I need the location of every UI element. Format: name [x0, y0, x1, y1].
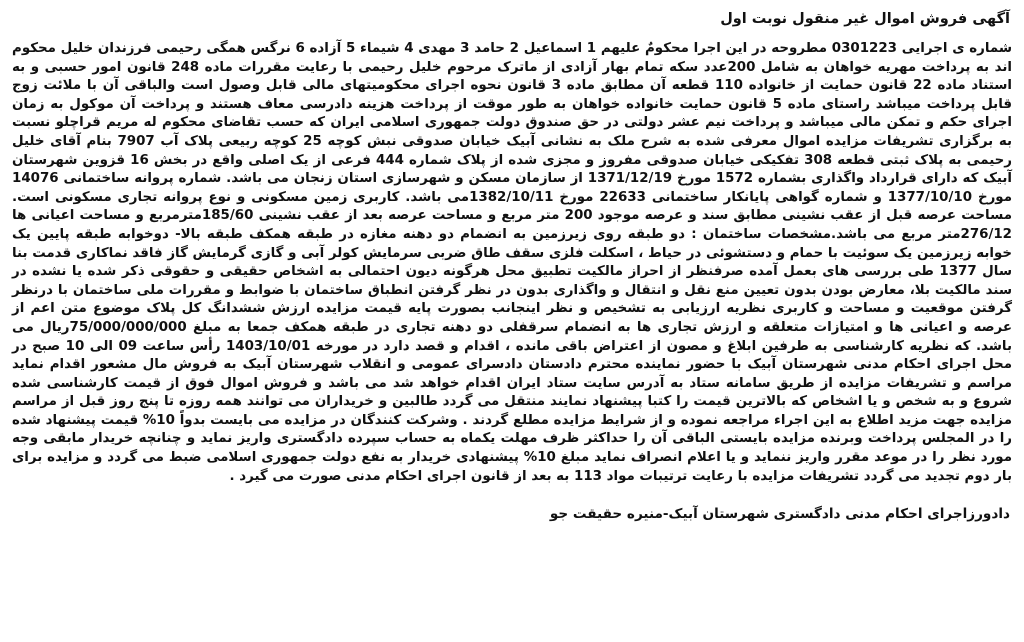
notice-title: آگهی فروش اموال غیر منقول نوبت اول: [720, 11, 1010, 27]
notice-body: شماره ی اجرایی 0301223 مطروحه در این اجرا محکومٌ علیهم 1 اسماعیل 2 حامد 3 مهدی 4 شیماء 5 آزاده 6 نرگس همگی رحیمی فرزندان خلیل محکوم اند به پرداخت مهریه خواهان به شامل 200عدد سکه تمام بهار آزادی از ماترک مرحوم خلیل رحیمی با رعایت مقررات ماده 248 قانون امور حسبی و به استناد ماده 22 قانون حمایت از خانواده 110 قطعه آن مطابق ماده 3 قانون نحوه اجرای محکومیتهای مالی قابل وصول است والباقی آن با ملائت زوج قابل پرداخت میباشد راستای ماده 5 قانون حمایت خانواده خواهان به طور موقت از پرداخت هزینه دادرسی معاف هستند و پرداخت آن موکول به زمان اجرای حکم و تمکن مالی میباشد و پرداخت نیم عشر دولتی در حق صندوق دولت جمهوری اسلامی ایران که حسب تقاضای محکوم له مریم قراچلو نسبت به برگزاری تشریفات مزایده اموال معرفی شده به شرح ملک به نشانی آبیک خیابان صدوقی نبش کوچه 25 کوچه ربیعی پلاک آب 7907 بنام آقای خلیل رحیمی به پلاک ثبتی قطعه 308 تفکیکی خیابان صدوقی مفروز و مجزی شده از پلاک شماره 444 فرعی از یک اصلی واقع در بخش 16 قزوین شهرستان آبیک که دارای قرارداد واگذاری بشماره 1572 مورخ 1371/12/19 از سازمان مسکن و شهرسازی استان زنجان می باشد. شماره پروانه ساختمانی 14076 مورخ 1377/10/10 و شماره گواهی پایانکار ساختمانی 22633 مورخ 1382/10/11می باشد. کاربری زمین مسکونی و نوع پروانه تجاری مسکونی است. مساحت عرصه قبل از عقب نشینی مطابق سند و عرصه موجود 200 متر مربع و مساحت عرصه بعد از عقب نشینی 185/60مترمربع و مساحت اعیانی ها 276/12متر مربع می باشد.مشخصات ساختمان : دو طبقه روی زیرزمین به انضمام دو دهنه مغازه در طبقه همکف طبقه بالا- دوخوابه طبقه پایین یک خوابه زیرزمین یک سوئیت با حمام و دستشوئی در حیاط ، اسکلت فلزی سقف طاق ضربی سرمایش کولر آبی و گازی گرمایش گاز فاقد نماکاری قدمت بنا سال 1377 طی بررسی های بعمل آمده صرفنظر از احراز مالکیت تطبیق محل هرگونه دیون احتمالی به اشخاص حقیقی و حقوقی ذکر شده یا نشده در سند مالکیت بلا، معارض بودن بدون تعیین منع نقل و انتقال و واگذاری بدون در نظر گرفتن انطباق ساختمان با ضوابط و مقررات ملی ساختمان با درنظر گرفتن موقعیت و مساحت و کاربری نظریه ارزیابی به تشخیص و نظر اینجانب بصورت پایه قیمت مزایده ارزش ششدانگ کل پلاک موضوع متن اعم از عرصه و اعیانی ها و امتیازات متعلقه و ارزش تجاری ها به انضمام سرقفلی دو دهنه تجاری در طبقه همکف جمعا به مبلغ 75/000/000/000ریال می باشد. که نظریه کارشناسی به طرفین ابلاغ و مصون از اعتراض باقی مانده ، اقدام و قصد دارد در مورخه 1403/10/01 رأس ساعت 09 الی 10 صبح در محل اجرای احکام مدنی شهرستان آبیک با حضور نماینده محترم دادستان دادسرای عمومی و انقلاب شهرستان آبیک به فروش مال مشعور اقدام نماید مراسم و تشریفات مزایده از طریق سامانه ستاد به آدرس سایت ستاد ایران اقدام خواهد شد می باشد و فروش اموال فوق از قیمت کارشناسی شده شروع و به شخص و یا اشخاص که بالاترین قیمت را کتبا پیشنهاد نمایند منتقل می گردد طالبین و خریداران می توانند همه روزه تا پنج روز قبل از مراسم مزایده جهت مزید اطلاع به این اجراء مراجعه نموده و از شرایط مزایده مطلع گردند . وشرکت کنندگان در مزایده می بایست بدواً 10% قیمت پیشنهاد شده را در المجلس پرداخت وبرنده مزایده بایستی الباقی آن را حداکثر ظرف مهلت یکماه به حساب سپرده دادگستری واریز نماید و چنانچه خریدار مابقی وجه مورد نظر را در موعد مقرر واریز ننماید و یا اعلام انصراف نماید مبلغ 10% پیشنهادی خریدار به نفع دولت جمهوری اسلامی ضبط می گردد و مزایده برای بار دوم تجدید می گردد تشریفات مزایده با رعایت ترتیبات مواد 113 به بعد از قانون اجرای احکام مدنی صورت می گیرد .: [12, 41, 1013, 484]
notice-signature: دادورزاجرای احکام مدنی دادگستری شهرستان آبیک-منیره حقیقت جو: [549, 506, 1010, 523]
